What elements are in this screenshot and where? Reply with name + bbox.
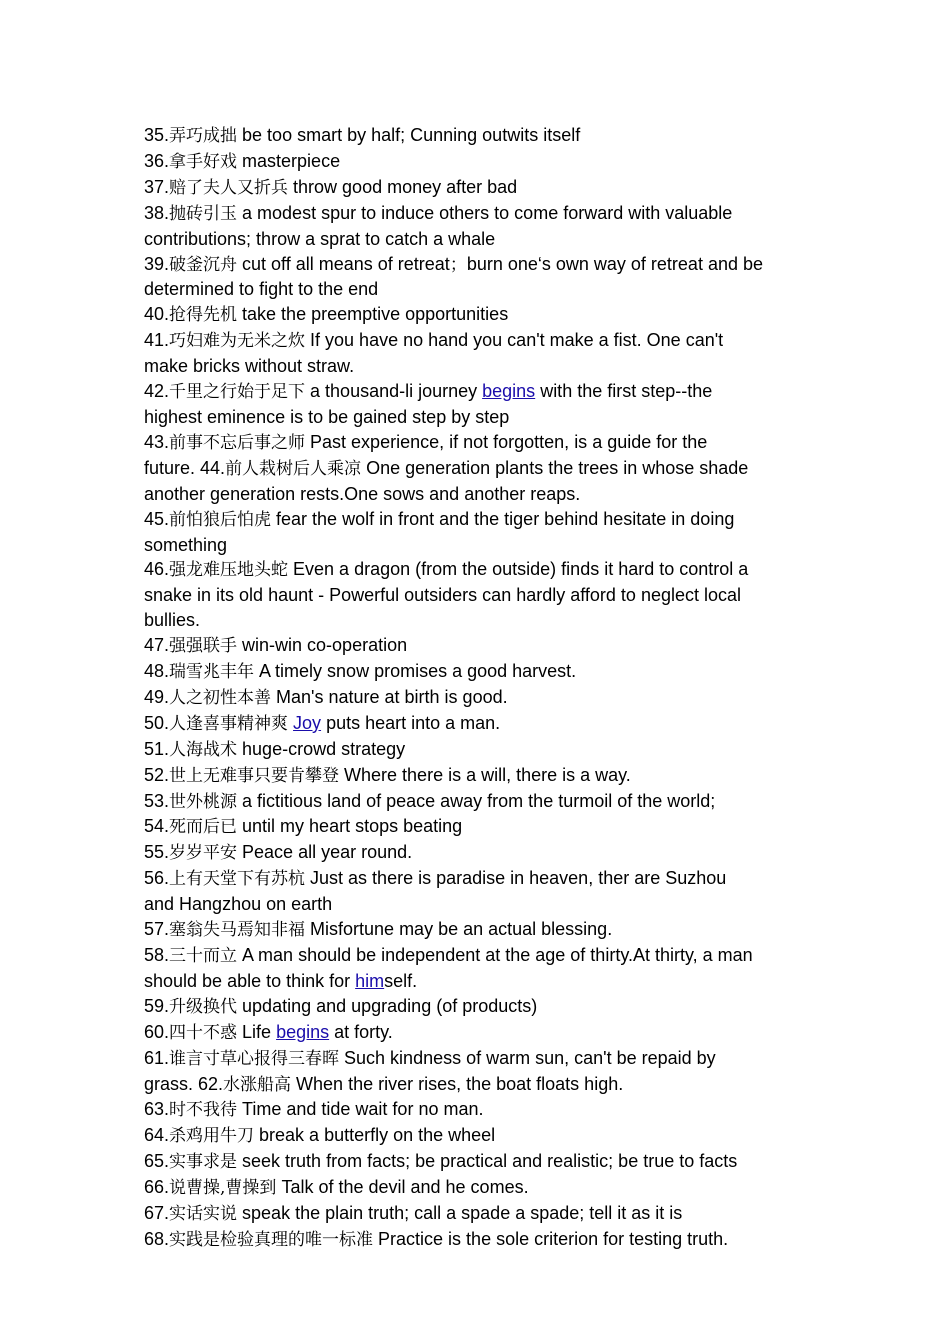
text-segment: speak the plain truth; call a spade a spade; tell it as it is [237,1203,683,1224]
text-segment: a thousand-li journey [305,381,483,402]
text-segment: 64. [144,1125,170,1146]
text-segment: make bricks without straw. [144,356,355,377]
text-line [144,1097,814,1123]
text-segment: another generation rests.One sows and another reaps. [144,483,581,504]
chinese-idiom: 实践是检验真理的唯一标准 [169,1229,374,1250]
text-segment: 60. [144,1021,170,1042]
chinese-idiom: 水涨船高 [223,1074,292,1095]
text-segment: win-win co-operation [237,635,408,656]
text-line [144,1020,814,1046]
text-segment: a fictitious land of peace away from the turmoil of the world; [237,790,716,811]
chinese-idiom: 升级换代 [169,996,238,1017]
text-segment: Past experience, if not forgotten, is a guide for the [305,431,708,452]
chinese-idiom: 上有天堂下有苏杭 [169,869,306,890]
text-line [144,994,814,1020]
chinese-idiom: 塞翁失马焉知非福 [169,920,306,941]
chinese-idiom: 杀鸡用牛刀 [169,1126,255,1147]
text-segment: 56. [144,868,170,889]
text-segment: with the first step--the [535,381,713,402]
text-segment: 47. [144,635,170,656]
text-line [144,763,814,789]
text-segment: Misfortune may be an actual blessing. [305,919,613,940]
text-line [144,430,814,456]
text-line [144,354,814,379]
text-line [144,789,814,815]
chinese-idiom: 瑞雪兆丰年 [169,662,255,683]
text-segment: something [144,534,228,555]
text-line [144,583,814,608]
text-segment: Man's nature at birth is good. [271,686,508,707]
text-segment: and Hangzhou on earth [144,894,333,915]
text-segment: Such kindness of warm sun, can't be repaid by [339,1047,716,1068]
text-line [144,123,814,149]
text-line [144,737,814,763]
text-segment: a modest spur to induce others to come forward with valuable [237,202,733,223]
text-segment: 45. [144,508,170,529]
text-segment: puts heart into a man. [321,712,501,733]
text-segment: Talk of the devil and he comes. [276,1177,529,1198]
text-line [144,227,814,252]
text-line [144,175,814,201]
hyperlink[interactable]: him [355,970,385,991]
chinese-idiom: 岁岁平安 [169,843,238,864]
text-line [144,277,814,302]
text-segment: 61. [144,1047,170,1068]
text-line [144,608,814,633]
text-segment: burn one‘s own way of retreat and be [466,253,763,274]
text-segment: 43. [144,431,170,452]
text-line [144,1123,814,1149]
text-segment: 40. [144,304,170,325]
text-segment: Peace all year round. [237,842,413,863]
chinese-idiom: 人逢喜事精神爽 [169,713,289,734]
text-segment: 63. [144,1099,170,1120]
text-line [144,149,814,175]
text-line [144,405,814,430]
text-segment: 39. [144,253,170,274]
text-segment: Where there is a will, there is a way. [339,764,631,785]
text-line [144,1175,814,1201]
text-segment: seek truth from facts; be practical and realistic; be true to facts [237,1151,738,1172]
text-segment: 59. [144,995,170,1016]
text-segment: 58. [144,945,170,965]
text-line [144,917,814,943]
text-segment: until my heart stops beating [237,816,463,837]
text-line [144,969,814,994]
text-segment: Life [237,1021,277,1042]
text-segment: 68. [144,1228,170,1249]
text-line [144,482,814,507]
text-segment: future. 44. [144,457,226,478]
text-segment: 67. [144,1203,170,1224]
text-line [144,302,814,328]
text-line [144,814,814,840]
text-segment: 53. [144,790,170,811]
chinese-idiom: 弄巧成拙 [169,126,238,146]
text-line [144,1227,814,1253]
document-page [144,123,814,1253]
chinese-idiom: 实事求是 [169,1152,238,1173]
text-segment: grass. 62. [144,1073,224,1094]
text-line [144,328,814,354]
text-line [144,840,814,866]
chinese-idiom: 世上无难事只要肯攀登 [169,765,340,786]
text-line [144,379,814,405]
text-line [144,533,814,558]
text-segment: should be able to think for [144,970,356,991]
chinese-idiom: 实话实说 [169,1204,238,1225]
text-segment: 36. [144,150,170,171]
text-segment: 55. [144,842,170,863]
text-segment: take the preemptive opportunities [237,304,509,325]
text-line [144,892,814,917]
chinese-idiom: 人海战术 [169,739,238,760]
chinese-idiom: 三十而立 [169,946,238,966]
text-line [144,507,814,533]
text-line [144,659,814,685]
hyperlink[interactable]: Joy [293,712,322,733]
text-segment: fear the wolf in front and the tiger behind hesitate in doing [271,508,735,529]
chinese-idiom: 四十不惑 [169,1022,238,1043]
text-segment: 66. [144,1177,170,1198]
text-line [144,252,814,278]
text-segment: be too smart by half; Cunning outwits itself [237,125,581,145]
text-line [144,557,814,583]
text-segment: A timely snow promises a good harvest. [254,661,577,682]
text-line [144,1201,814,1227]
text-segment: Just as there is paradise in heaven, ther are Suzhou [305,868,727,889]
text-segment: 38. [144,202,170,223]
text-line [144,711,814,737]
hyperlink[interactable]: begins [482,381,536,402]
text-segment: Time and tide wait for no man. [237,1099,484,1120]
text-segment: Practice is the sole criterion for testing truth. [373,1228,729,1249]
text-segment: masterpiece [237,150,341,171]
text-line [144,1046,814,1072]
hyperlink[interactable]: begins [276,1021,330,1042]
chinese-idiom: 前人栽树后人乘凉 [225,458,362,479]
text-segment: 46. [144,559,170,580]
chinese-idiom: 拿手好戏 [169,151,238,172]
text-segment: self. [384,970,418,991]
text-segment: 37. [144,176,170,197]
text-segment: 49. [144,686,170,707]
text-segment: 52. [144,764,170,785]
chinese-idiom: 巧妇难为无米之炊 [169,331,306,352]
text-line [144,943,814,969]
text-line [144,1149,814,1175]
chinese-idiom: 时不我待 [169,1100,238,1121]
text-line [144,1072,814,1098]
chinese-idiom: 赔了夫人又折兵 [169,177,289,198]
chinese-idiom: 人之初性本善 [169,687,272,708]
chinese-idiom: 抢得先机 [169,305,238,326]
text-segment: throw good money after bad [288,176,518,197]
text-segment: 35. [144,125,170,145]
text-segment: Even a dragon (from the outside) finds it hard to control a [288,559,749,580]
chinese-idiom: 破釜沉舟 [169,254,238,275]
text-segment: If you have no hand you can't make a fist. One can't [305,330,724,351]
text-segment: huge-crowd strategy [237,738,406,759]
text-segment: snake in its old haunt - Powerful outsiders can hardly afford to neglect local [144,585,742,606]
text-segment: One generation plants the trees in whose shade [361,457,749,478]
text-line [144,866,814,892]
chinese-idiom: 强龙难压地头蛇 [169,560,289,581]
chinese-idiom: 千里之行始于足下 [169,382,306,403]
text-line [144,456,814,482]
text-segment: 50. [144,712,170,733]
text-line [144,201,814,227]
chinese-idiom: 世外桃源 [169,791,238,812]
chinese-idiom: 谁言寸草心报得三春晖 [169,1048,340,1069]
text-segment: updating and upgrading (of products) [237,995,538,1016]
text-segment: 65. [144,1151,170,1172]
text-segment: When the river rises, the boat floats high. [291,1073,624,1094]
text-segment: bullies. [144,610,201,631]
text-segment: highest eminence is to be gained step by step [144,406,510,427]
text-segment: 42. [144,381,170,402]
text-segment: A man should be independent at the age of thirty.At thirty, a man [237,945,753,965]
chinese-idiom: 前事不忘后事之师 [169,432,306,453]
text-segment: cut off all means of retreat [237,253,450,274]
text-segment: at forty. [329,1021,393,1042]
chinese-idiom: 抛砖引玉 [169,203,238,224]
text-segment: determined to fight to the end [144,279,379,300]
text-segment: 51. [144,738,170,759]
text-segment: 57. [144,919,170,940]
text-line [144,685,814,711]
text-segment: contributions; throw a sprat to catch a whale [144,228,496,249]
text-line [144,633,814,659]
chinese-idiom: ； [449,254,467,275]
text-segment: 48. [144,661,170,682]
chinese-idiom: 说曹操,曹操到 [169,1178,277,1199]
text-segment: 41. [144,330,170,351]
text-segment: break a butterfly on the wheel [254,1125,496,1146]
chinese-idiom: 死而后已 [169,817,238,838]
text-segment: 54. [144,816,170,837]
chinese-idiom: 前怕狼后怕虎 [169,509,272,530]
chinese-idiom: 强强联手 [169,636,238,657]
